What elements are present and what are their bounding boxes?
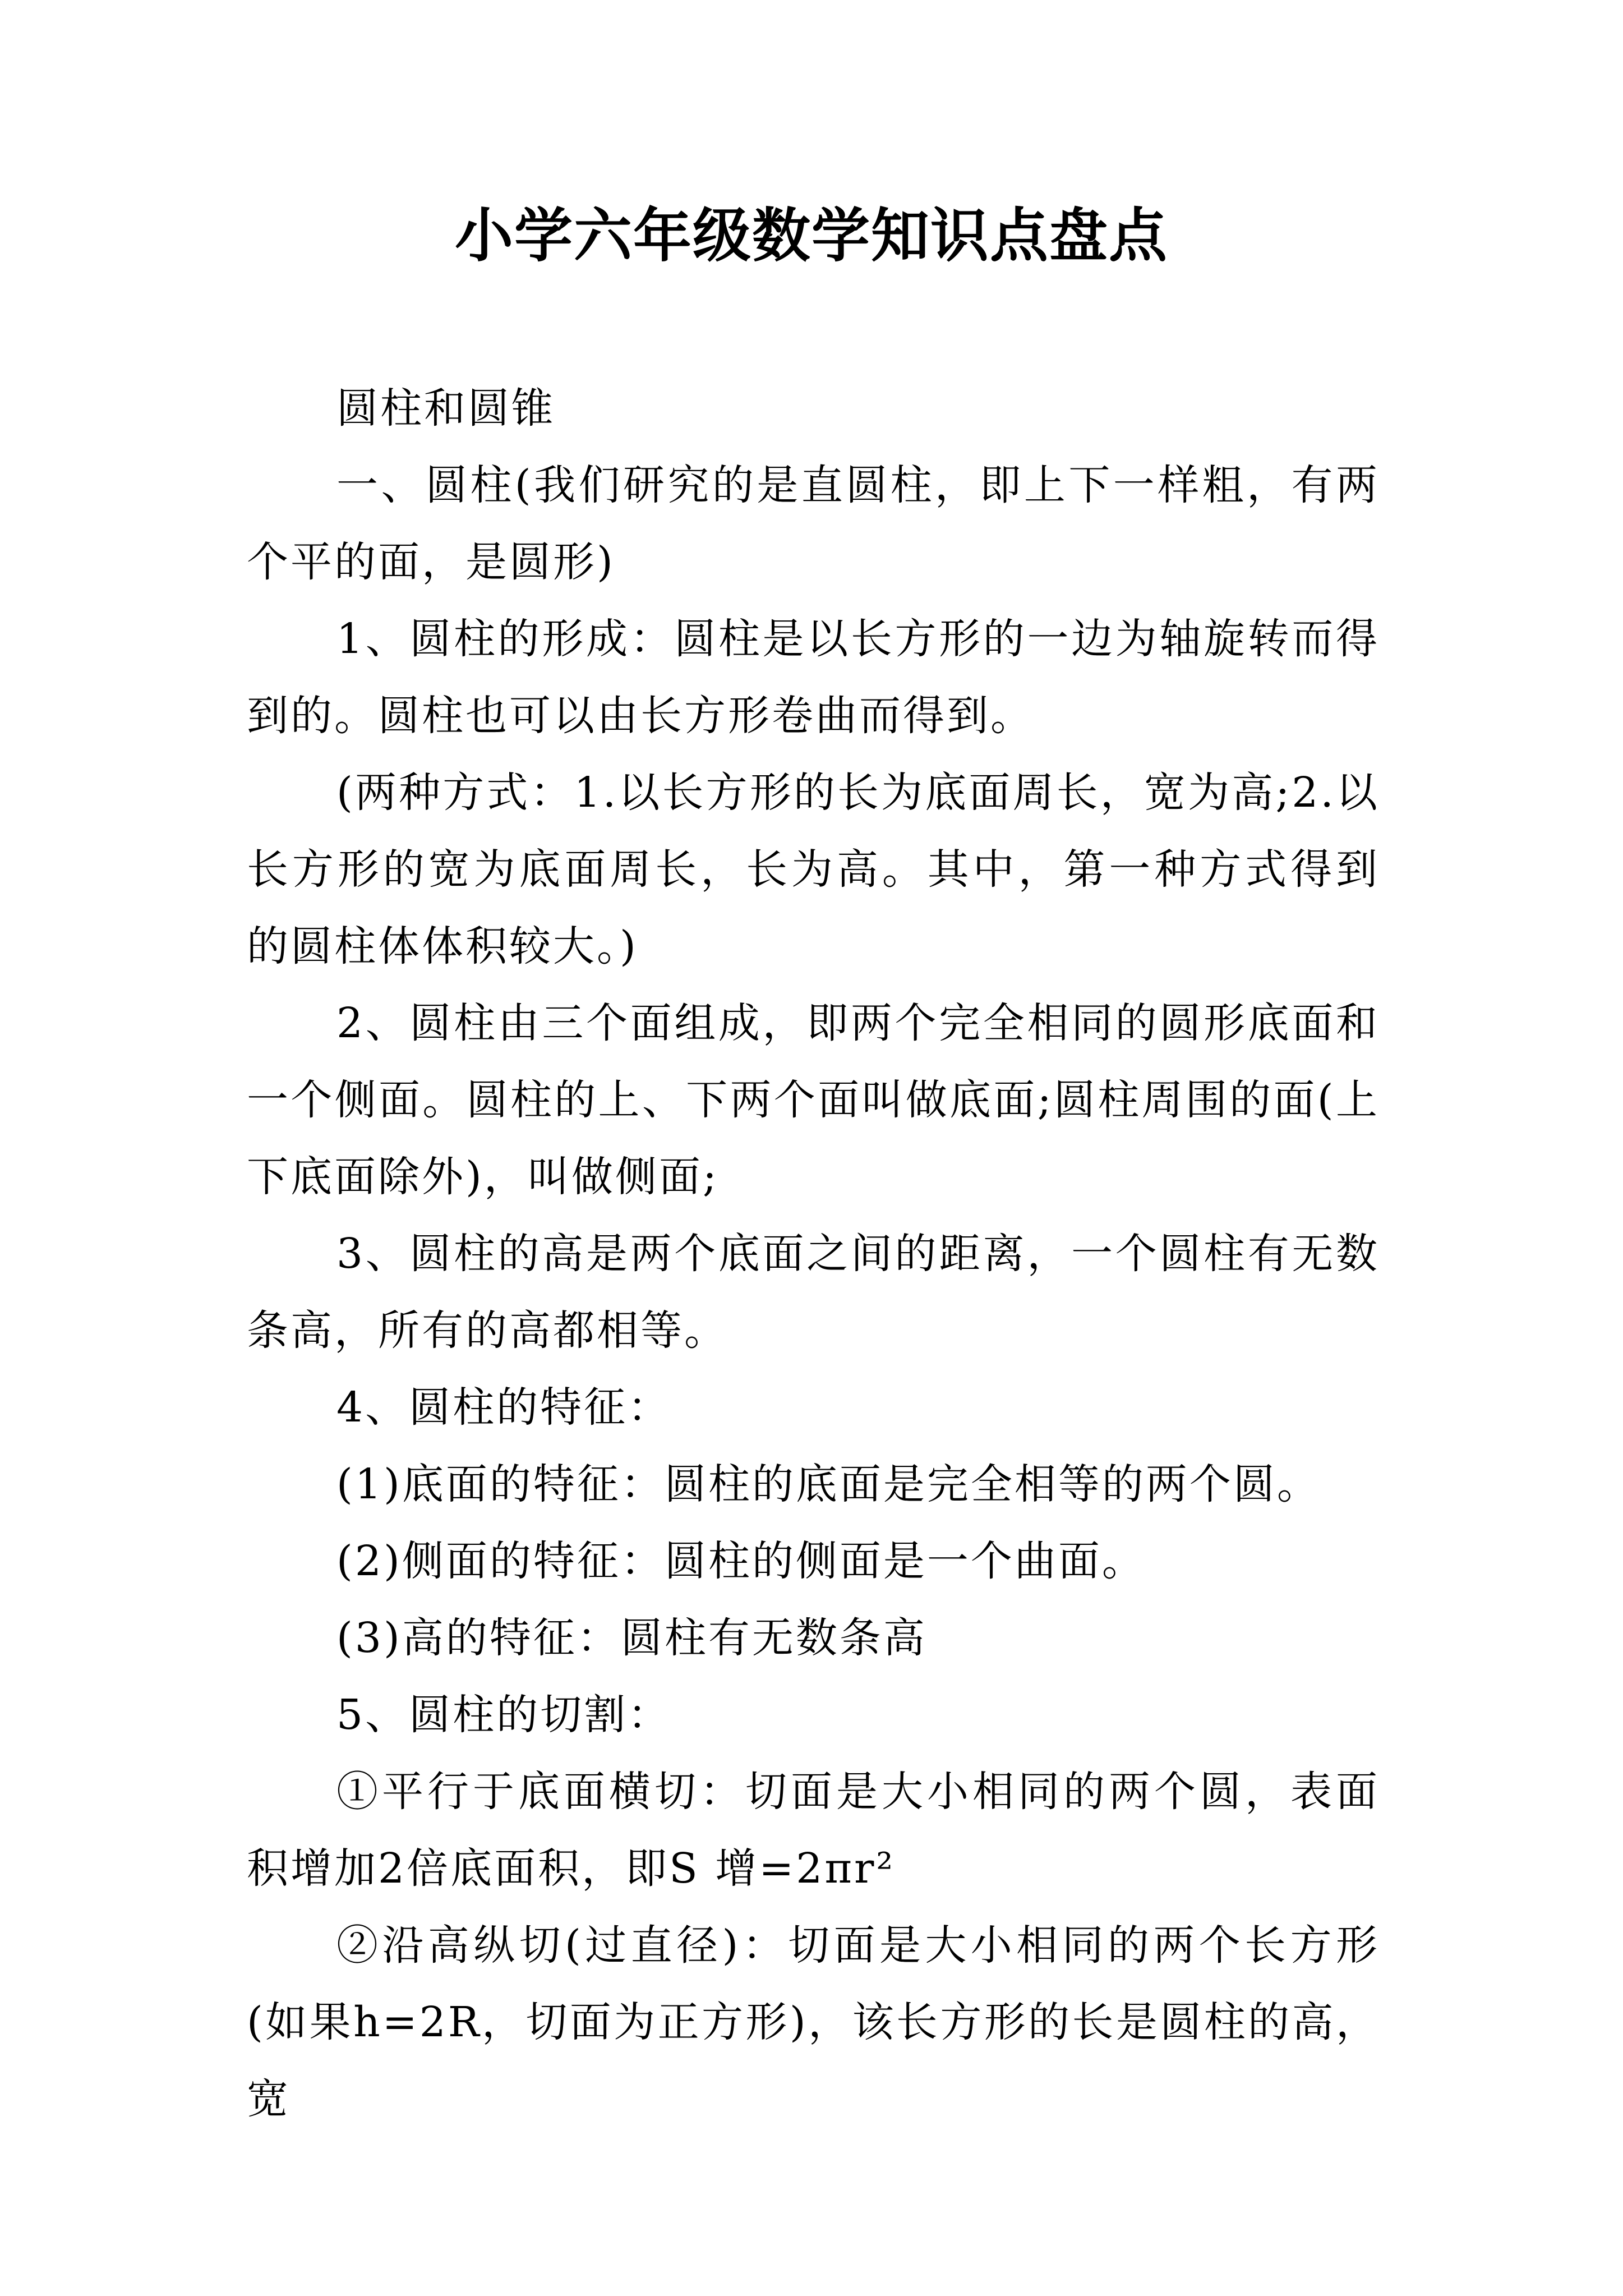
paragraph: (3)高的特征：圆柱有无数条高 (336, 1614, 927, 1662)
paragraph: 5、圆柱的切割： (336, 1691, 672, 1739)
paragraph: 一、圆柱(我们研究的是直圆柱，即上下一样粗，有两个平的面，是圆形) (247, 461, 1380, 586)
paragraph: (2)侧面的特征：圆柱的侧面是一个曲面。 (336, 1537, 1146, 1585)
paragraph: 4、圆柱的特征： (336, 1383, 672, 1432)
page-title: 小学六年级数学知识点盘点 (454, 201, 1168, 270)
section-heading: 圆柱和圆锥 (336, 384, 555, 432)
paragraph: 1、圆柱的形成：圆柱是以长方形的一边为轴旋转而得到的。圆柱也可以由长方形卷曲而得到。 (247, 615, 1380, 740)
paragraph: 2、圆柱由三个面组成，即两个完全相同的圆形底面和一个侧面。圆柱的上、下两个面叫做底面;圆柱周围的面(上下底面除外)，叫做侧面; (247, 999, 1380, 1201)
paragraph: 3、圆柱的高是两个底面之间的距离，一个圆柱有无数条高，所有的高都相等。 (247, 1230, 1380, 1355)
paragraph: (两种方式：1.以长方形的长为底面周长，宽为高;2.以长方形的宽为底面周长，长为高。其中，第一种方式得到的圆柱体体积较大。) (247, 769, 1380, 970)
paragraph: ②沿高纵切(过直径)：切面是大小相同的两个长方形(如果h=2R，切面为正方形)，该长方形的长是圆柱的高，宽 (247, 1921, 1380, 2123)
document-body (247, 370, 1380, 2138)
paragraph: (1)底面的特征：圆柱的底面是完全相等的两个圆。 (336, 1460, 1321, 1508)
paragraph: ①平行于底面横切：切面是大小相同的两个圆，表面积增加2倍底面积，即S 增=2πr² (247, 1768, 1380, 1893)
